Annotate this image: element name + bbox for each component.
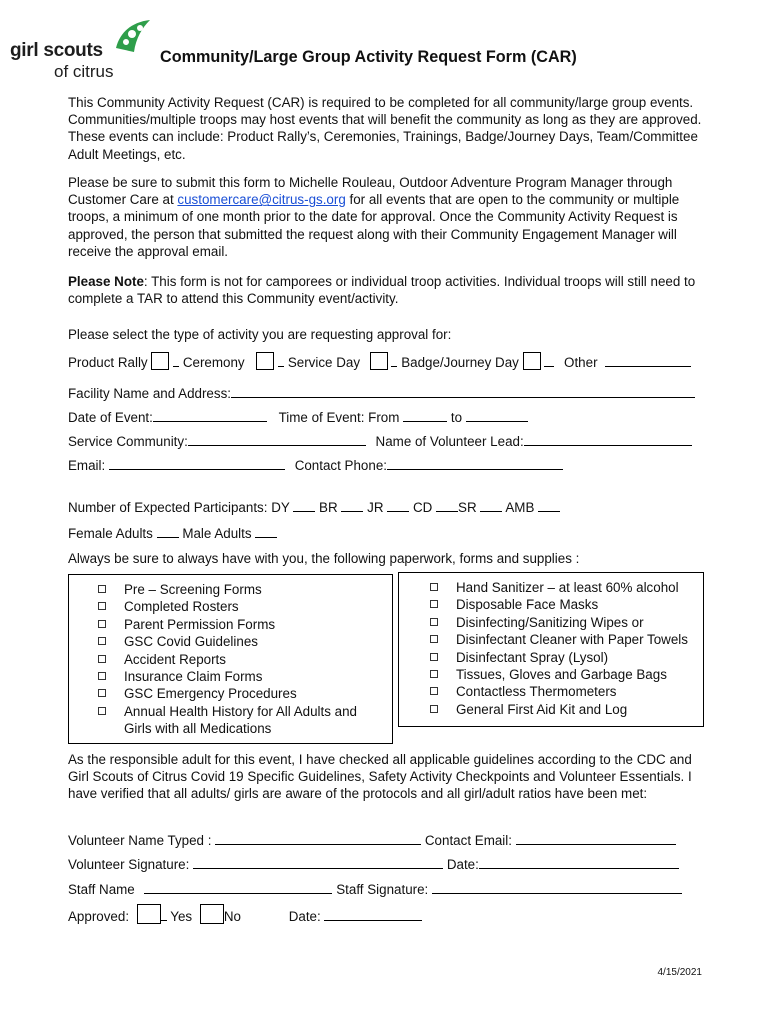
submit-text-before: Please be sure to submit this form to Michelle Rouleau, Outdoor Adventure Program Manager through Customer Care at: [68, 175, 673, 208]
staff-signature-label: Staff Signature:: [336, 882, 429, 897]
volunteer-signature-label: Volunteer Signature:: [68, 857, 190, 872]
trefoil-icon: [110, 18, 154, 54]
list-item: Insurance Claim Forms: [98, 668, 374, 685]
level-jr: JR: [367, 500, 384, 515]
checkbox-icon: [430, 687, 438, 695]
list-item: Disinfectant Cleaner with Paper Towels: [430, 631, 688, 648]
facility-label: Facility Name and Address:: [68, 386, 231, 401]
signature-date-field[interactable]: [479, 856, 679, 869]
checkbox-icon: [430, 670, 438, 678]
approved-no-checkbox[interactable]: [200, 904, 224, 924]
checkbox-icon: [98, 672, 106, 680]
contact-email-label: Contact Email:: [424, 833, 512, 848]
checkbox-icon: [430, 583, 438, 591]
level-sr: SR: [458, 500, 477, 515]
female-adults-label: Female Adults: [68, 526, 153, 541]
dy-field[interactable]: [293, 499, 315, 512]
checkbox-icon: [98, 620, 106, 628]
date-time-row: [68, 409, 528, 425]
list-item: Completed Rosters: [98, 598, 374, 615]
approved-yes-checkbox[interactable]: [137, 904, 161, 924]
activity-type-prompt: Please select the type of activity you are requesting approval for:: [68, 327, 452, 342]
list-item: GSC Emergency Procedures: [98, 685, 374, 702]
volunteer-signature-row: [68, 856, 679, 872]
list-item: Disposable Face Masks: [430, 596, 688, 613]
community-row: [68, 433, 692, 449]
volunteer-name-label: Volunteer Name Typed :: [68, 833, 212, 848]
jr-field[interactable]: [387, 499, 409, 512]
service-day-label: Service Day: [287, 355, 361, 370]
male-adults-label: Male Adults: [182, 526, 252, 541]
signature-date-label: Date:: [446, 857, 479, 872]
checkbox-icon: [430, 653, 438, 661]
note-paragraph: [68, 273, 708, 307]
checkbox-icon: [98, 655, 106, 663]
volunteer-signature-field[interactable]: [193, 856, 443, 869]
participants-row: [68, 499, 560, 515]
underscore: [391, 354, 397, 367]
checkbox-icon: [98, 707, 106, 715]
adults-row: [68, 525, 277, 541]
amb-field[interactable]: [538, 499, 560, 512]
approved-row: [68, 904, 422, 924]
checkbox-icon: [430, 600, 438, 608]
list-item: Disinfecting/Sanitizing Wipes or: [430, 614, 688, 631]
logo-text-line2: of citrus: [54, 62, 114, 81]
revision-date: 4/15/2021: [657, 967, 702, 978]
list-item: Contactless Thermometers: [430, 683, 688, 700]
level-amb: AMB: [505, 500, 535, 515]
list-item: Annual Health History for All Adults and Girls with all Medications: [98, 703, 374, 738]
underscore: [173, 354, 179, 367]
logo-text-line1: girl scouts: [10, 40, 103, 61]
list-item: Disinfectant Spray (Lysol): [430, 649, 688, 666]
time-to-label: to: [450, 410, 463, 425]
paperwork-list: [98, 581, 374, 738]
service-day-checkbox[interactable]: [370, 352, 388, 370]
time-from-field[interactable]: [403, 409, 447, 422]
cd-field[interactable]: [436, 499, 458, 512]
list-item: Pre – Screening Forms: [98, 581, 374, 598]
note-text: : This form is not for camporees or individual troop activities. Individual troops will still need to complete a TAR to attend this Community event/activity.: [68, 274, 696, 307]
approved-date-label: Date:: [288, 909, 321, 924]
sr-field[interactable]: [480, 499, 502, 512]
product-rally-checkbox[interactable]: [151, 352, 169, 370]
no-label: No: [223, 909, 241, 924]
volunteer-lead-field[interactable]: [524, 433, 692, 446]
male-adults-field[interactable]: [255, 525, 277, 538]
staff-signature-field[interactable]: [432, 881, 682, 894]
participants-label: Number of Expected Participants:: [68, 500, 268, 515]
contact-phone-field[interactable]: [387, 457, 563, 470]
other-label: Other: [564, 355, 598, 370]
ceremony-label: Ceremony: [182, 355, 245, 370]
list-item: Accident Reports: [98, 651, 374, 668]
staff-name-label: Staff Name: [68, 882, 135, 897]
date-of-event-label: Date of Event:: [68, 410, 153, 425]
approved-date-field[interactable]: [324, 908, 422, 921]
yes-label: Yes: [170, 909, 193, 924]
intro-paragraph: This Community Activity Request (CAR) is required to be completed for all community/large group events. Communities/multiple troops may host events that will benefit the community as long as they are approved. These events can include: Product Rally’s, Ceremonies, Trainings, Badge/Journey Days, Team/Committee Adult Meetings, etc.: [68, 95, 702, 162]
level-dy: DY: [271, 500, 290, 515]
underscore: [161, 908, 167, 921]
other-field[interactable]: [605, 354, 691, 367]
date-of-event-field[interactable]: [153, 409, 267, 422]
volunteer-name-row: [68, 832, 676, 848]
paperwork-prompt: Always be sure to always have with you, the following paperwork, forms and supplies :: [68, 551, 580, 566]
level-cd: CD: [412, 500, 433, 515]
checkbox-icon: [430, 705, 438, 713]
br-field[interactable]: [341, 499, 363, 512]
submit-text-after: for all events that are open to the community or multiple troops, a minimum of one month prior to the date for approval. Once the Community Activity Request is approved, the person that submitted the request along with their Community Engagement Manager will receive the approval email.: [68, 192, 680, 259]
checkbox-icon: [98, 689, 106, 697]
facility-field[interactable]: [231, 385, 695, 398]
girl-scouts-logo: [10, 18, 160, 82]
email-label: Email:: [68, 458, 106, 473]
staff-name-field[interactable]: [144, 881, 332, 894]
facility-row: [68, 385, 695, 401]
female-adults-field[interactable]: [157, 525, 179, 538]
supplies-list: [430, 579, 688, 718]
email-field[interactable]: [109, 457, 285, 470]
list-item: Parent Permission Forms: [98, 616, 374, 633]
activity-type-row: [68, 352, 691, 370]
volunteer-name-field[interactable]: [215, 832, 421, 845]
badge-journey-checkbox[interactable]: [523, 352, 541, 370]
badge-journey-label: Badge/Journey Day: [401, 355, 519, 370]
list-item: Tissues, Gloves and Garbage Bags: [430, 666, 688, 683]
email-phone-row: [68, 457, 563, 473]
checkbox-icon: [98, 602, 106, 610]
level-br: BR: [319, 500, 338, 515]
service-community-field[interactable]: [188, 433, 366, 446]
form-title: Community/Large Group Activity Request Form (CAR): [160, 48, 577, 66]
time-of-event-label: Time of Event: From: [278, 410, 400, 425]
volunteer-lead-label: Name of Volunteer Lead:: [375, 434, 524, 449]
checkbox-icon: [98, 637, 106, 645]
customer-care-email-link[interactable]: customercare@citrus-gs.org: [177, 192, 346, 208]
note-label: Please Note: [68, 274, 144, 289]
approved-label: Approved:: [68, 909, 130, 924]
attestation-paragraph: As the responsible adult for this event, I have checked all applicable guidelines according to the CDC and Girl Scouts of Citrus Covid 19 Specific Guidelines, Safety Activity Checkpoints and Volunteer Essentials. I have verified that all adults/ girls are aware of the protocols and all girl/adult ratios have been met:: [68, 752, 692, 802]
time-to-field[interactable]: [466, 409, 528, 422]
contact-email-field[interactable]: [516, 832, 676, 845]
underscore: [278, 354, 284, 367]
list-item: GSC Covid Guidelines: [98, 633, 374, 650]
checkbox-icon: [430, 635, 438, 643]
list-item: Hand Sanitizer – at least 60% alcohol: [430, 579, 688, 596]
checkbox-icon: [430, 618, 438, 626]
checkbox-icon: [98, 585, 106, 593]
contact-phone-label: Contact Phone:: [294, 458, 387, 473]
list-item: General First Aid Kit and Log: [430, 701, 688, 718]
product-rally-label: Product Rally: [68, 355, 148, 370]
submit-paragraph: [68, 174, 708, 260]
underscore: [544, 354, 554, 367]
staff-row: [68, 881, 682, 897]
service-community-label: Service Community:: [68, 434, 188, 449]
ceremony-checkbox[interactable]: [256, 352, 274, 370]
